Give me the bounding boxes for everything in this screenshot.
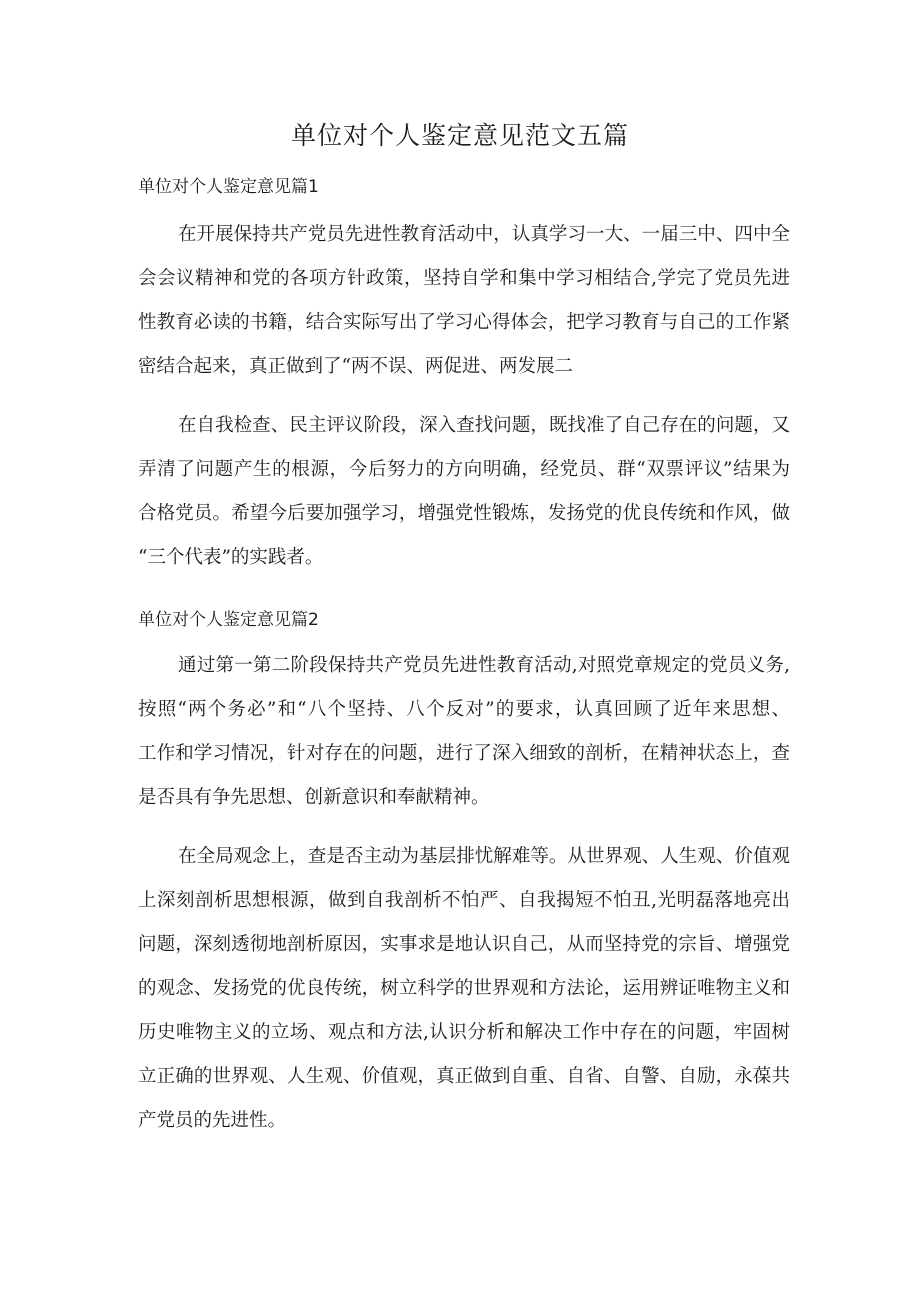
text-line: “三个代表”的实践者。 [138, 547, 324, 568]
section-heading-1: 单位对个人鉴定意见篇1 [138, 177, 319, 197]
paragraph [138, 835, 790, 1143]
paragraph [138, 644, 790, 820]
text-line: 合格党员。希望今后要加强学习，增强党性锻炼，发扬党的优良传统和作风，做 [138, 503, 790, 524]
text-line: 产党员的先进性。 [138, 1110, 287, 1131]
text-line: 密结合起来，真正做到了“两不误、两促进、两发展二 [138, 356, 573, 377]
text-line: 历史唯物主义的立场、观点和方法,认识分析和解决工作中存在的问题，牢固树 [138, 1022, 790, 1043]
paragraph [138, 404, 790, 580]
text-line: 立正确的世界观、人生观、价值观，真正做到自重、自省、自警、自励，永葆共 [138, 1066, 790, 1087]
section-heading-2: 单位对个人鉴定意见篇2 [138, 610, 319, 630]
text-line: 性教育必读的书籍，结合实际写出了学习心得体会，把学习教育与自己的工作紧 [138, 312, 790, 333]
text-line: 是否具有争先思想、创新意识和奉献精神。 [138, 787, 490, 808]
text-line: 弄清了问题产生的根源，今后努力的方向明确，经党员、群“双票评议”结果为 [138, 459, 790, 480]
text-line: 工作和学习情况，针对存在的问题，进行了深入细致的剖析，在精神状态上，查 [138, 743, 790, 764]
text-line: 会会议精神和党的各项方针政策，坚持自学和集中学习相结合,学完了党员先进 [138, 268, 790, 289]
text-line: 在开展保持共产党员先进性教育活动中，认真学习一大、一届三中、四中全 [178, 224, 790, 245]
text-line: 在全局观念上，查是否主动为基层排忧解难等。从世界观、人生观、价值观 [178, 846, 790, 867]
text-line: 按照“两个务必”和“八个坚持、八个反对”的要求，认真回顾了近年来思想、 [138, 699, 790, 720]
text-line: 问题，深刻透彻地剖析原因，实事求是地认识自己，从而坚持党的宗旨、增强党 [138, 934, 790, 955]
text-line: 的观念、发扬党的优良传统，树立科学的世界观和方法论，运用辨证唯物主义和 [138, 978, 790, 999]
text-line: 在自我检查、民主评议阶段，深入查找问题，既找准了自己存在的问题，又 [178, 415, 790, 436]
text-line: 通过第一第二阶段保持共产党员先进性教育活动,对照党章规定的党员义务, [178, 655, 790, 676]
text-line: 上深刻剖析思想根源，做到自我剖析不怕严、自我揭短不怕丑,光明磊落地亮出 [138, 890, 790, 911]
document-title: 单位对个人鉴定意见范文五篇 [290, 121, 629, 150]
paragraph [138, 213, 790, 389]
